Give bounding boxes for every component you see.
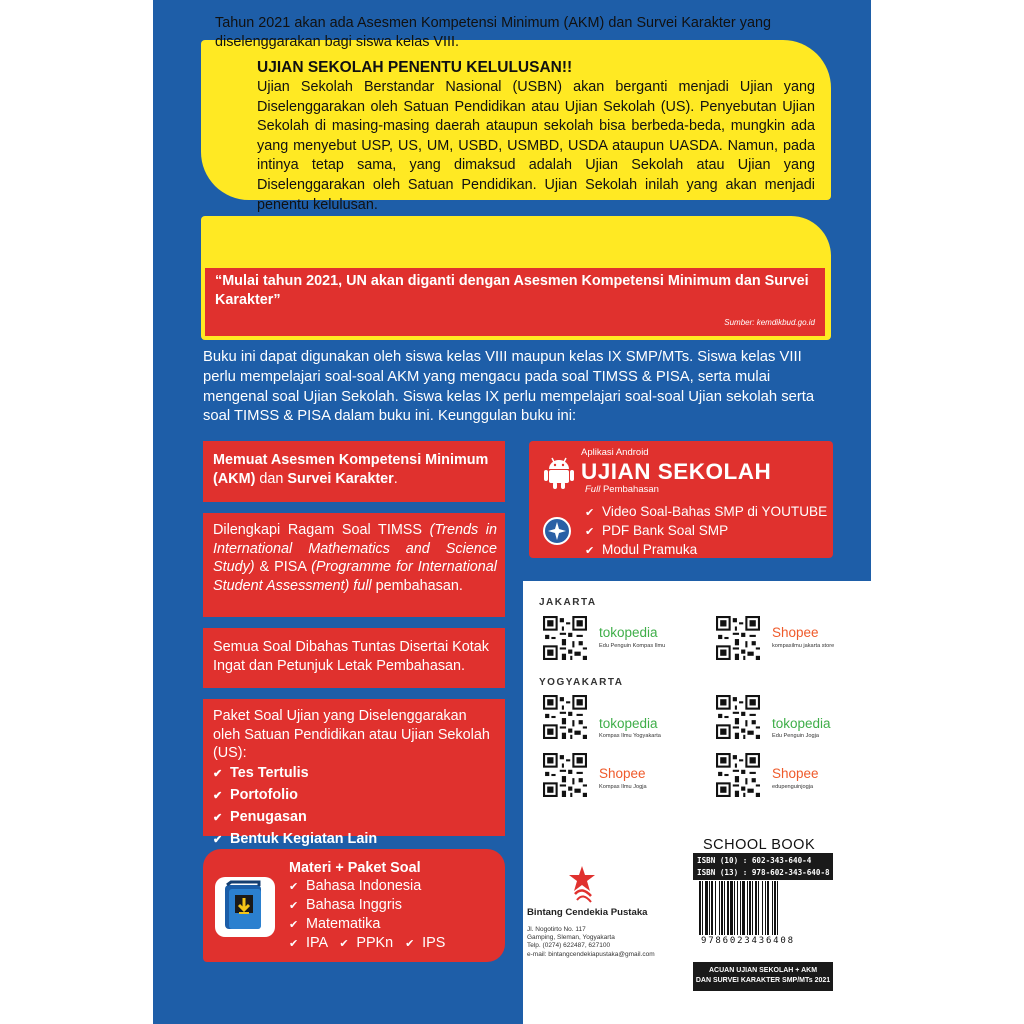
city-yogyakarta: YOGYAKARTA xyxy=(539,677,624,688)
item-label: Bahasa Inggris xyxy=(306,897,402,913)
feature-pisa-text: & PISA xyxy=(254,559,312,575)
list-item xyxy=(213,785,497,807)
materi-title: Materi + Paket Soal xyxy=(289,860,421,876)
store-sub-label: Edu Penguin Kompas Ilmu xyxy=(599,643,666,649)
publisher-address xyxy=(527,926,655,959)
item-label: Matematika xyxy=(306,916,381,932)
barcode-bar xyxy=(702,881,703,935)
list-item xyxy=(585,541,827,560)
check-icon: ✔ xyxy=(585,545,595,557)
check-icon: ✔ xyxy=(213,811,223,824)
check-icon: ✔ xyxy=(213,833,223,846)
barcode-bar xyxy=(719,881,720,935)
feature-timss-full: (Trends in International Mathematics and Science Study) xyxy=(213,522,497,575)
list-item xyxy=(213,763,497,785)
check-icon: ✔ xyxy=(213,767,223,780)
barcode-bar xyxy=(699,881,701,935)
city-jakarta: JAKARTA xyxy=(539,597,597,608)
materi-list xyxy=(289,877,445,953)
tokopedia-logo: tokopedia xyxy=(772,716,831,731)
store-sub-label: Edu Penguin Jogja xyxy=(772,733,819,739)
barcode-bar xyxy=(730,881,733,935)
book-description-line: ACUAN UJIAN SEKOLAH + AKM xyxy=(708,967,818,974)
feature-akm-end: . xyxy=(393,470,398,487)
source-label: Sumber: xyxy=(724,318,755,327)
ujian-sekolah-text: Ujian Sekolah Berstandar Nasional (USBN) akan berganti menjadi Ujian yang Diselenggarakan oleh Satuan Pendidikan atau Ujian Sekolah (US). Penyebutan Ujian Sekolah di masing-masing daerah ataupun sekolah bisa berbeda-beda, mungkin ada yang menyebut USP, US, UM, USBD, USMBD, USDA ataupun UASDA. Namun, pada intinya tetap sama, yang dimaksud adalah Ujian Sekolah atau Ujian yang Diselenggarakan oleh Satuan Pendidikan. Ujian Sekolah inilah yang akan menjadi penentu kelulusan. xyxy=(257,79,815,213)
item-label: IPS xyxy=(422,935,446,951)
item-label: Tes Tertulis xyxy=(230,764,309,781)
check-icon: ✔ xyxy=(213,789,223,802)
list-item xyxy=(585,503,827,522)
list-item xyxy=(585,522,827,541)
barcode-bar xyxy=(727,881,729,935)
item-label: PPKn xyxy=(356,935,394,951)
barcode-bar xyxy=(772,881,773,935)
list-item xyxy=(289,896,445,915)
shopee-logo: Shopee xyxy=(772,766,819,781)
app-title: UJIAN SEKOLAH xyxy=(581,459,772,484)
isbn-10: ISBN (10) : 602-343-640-4 xyxy=(697,856,812,865)
qr-code-icon xyxy=(543,753,587,797)
address-line: Gamping, Sleman, Yogyakarta xyxy=(527,934,615,942)
barcode-bar xyxy=(767,881,769,935)
barcode-bar xyxy=(762,881,763,935)
tokopedia-logo: tokopedia xyxy=(599,716,658,731)
cross-logo-icon xyxy=(543,517,571,545)
akm-quote: “Mulai tahun 2021, UN akan diganti dengan Asesmen Kompetensi Minimum dan Survei Karakter” xyxy=(215,273,809,308)
address-line: Jl. Nogotirto No. 117 xyxy=(527,926,586,933)
app-feature-list xyxy=(585,503,827,560)
qr-code-icon xyxy=(716,695,760,739)
shopee-logo: Shopee xyxy=(772,625,819,640)
book-description-line: DAN SURVEI KARAKTER SMP/MTs 2021 xyxy=(695,977,831,984)
isbn-13: ISBN (13) : 978-602-343-640-8 xyxy=(697,868,830,877)
qr-code-icon xyxy=(543,616,587,660)
item-label: Modul Pramuka xyxy=(602,542,698,557)
store-sub-label: Kompas Ilmu Yogyakarta xyxy=(599,733,661,739)
list-item xyxy=(213,829,497,851)
check-icon: ✔ xyxy=(289,938,299,950)
feature-pisa-full: (Programme for International Student Assessment) full xyxy=(213,559,497,594)
check-icon: ✔ xyxy=(289,900,299,912)
feature-timss-text: Dilengkapi Ragam Soal TIMSS xyxy=(213,522,430,538)
publisher-name: Bintang Cendekia Pustaka xyxy=(527,907,648,918)
barcode-bar xyxy=(737,881,738,935)
check-icon: ✔ xyxy=(289,881,299,893)
feature-akm-bold: Memuat Asesmen Kompetensi Minimum (AKM) xyxy=(213,452,489,487)
barcode-bar xyxy=(724,881,725,935)
pembahasan-text: Pembahasan xyxy=(600,484,659,495)
store-sub-label: edupenguinjogja xyxy=(772,784,814,790)
barcode-bar xyxy=(715,881,716,935)
barcode-bar xyxy=(709,881,710,935)
ujian-sekolah-box xyxy=(201,40,831,213)
full-italic: Full xyxy=(585,484,601,495)
store-info-panel xyxy=(523,581,871,1024)
barcode-bar xyxy=(740,881,741,935)
check-icon: ✔ xyxy=(585,507,595,519)
list-item xyxy=(289,915,445,934)
barcode-bar xyxy=(742,881,745,935)
intro-paragraph: Buku ini dapat digunakan oleh siswa kelas VIII maupun kelas IX SMP/MTs. Siswa kelas VIII perlu mempelajari soal-soal AKM yang mengacu pada soal TIMSS & PISA, serta mulai mengenal soal Ujian Sekolah. Siswa kelas IX perlu mempelajari soal-soal Ujian sekolah serta soal TIMSS & PISA dalam buku ini. Keunggulan buku ini: xyxy=(203,349,815,425)
barcode-bar xyxy=(734,881,735,935)
feature-pembahasan: pembahasan. xyxy=(371,577,463,594)
shopee-logo: Shopee xyxy=(599,766,646,781)
feature-materi xyxy=(203,849,505,962)
item-label: IPA xyxy=(306,935,328,951)
check-icon: ✔ xyxy=(585,526,595,538)
ujian-sekolah-title: UJIAN SEKOLAH PENENTU KELULUSAN!! xyxy=(257,59,573,76)
check-icon: ✔ xyxy=(405,938,415,950)
barcode-bar xyxy=(755,881,757,935)
app-subtitle: Aplikasi Android xyxy=(581,447,649,458)
android-icon xyxy=(543,455,575,489)
tokopedia-logo: tokopedia xyxy=(599,625,658,640)
feature-akm-and: dan xyxy=(255,470,288,487)
feature-timss-pisa xyxy=(203,513,505,617)
qr-code-icon xyxy=(716,753,760,797)
item-label: PDF Bank Soal SMP xyxy=(602,523,729,538)
qr-code-icon xyxy=(543,695,587,739)
book-download-icon xyxy=(215,877,275,937)
check-icon: ✔ xyxy=(339,938,349,950)
barcode-bar xyxy=(774,881,776,935)
list-item xyxy=(213,807,497,829)
item-label: Penugasan xyxy=(230,808,307,825)
item-label: Bahasa Indonesia xyxy=(306,878,422,894)
star-logo-icon xyxy=(567,864,597,904)
feature-pembahasan-tuntas: Semua Soal Dibahas Tuntas Disertai Kotak Ingat dan Petunjuk Letak Pembahasan. xyxy=(203,628,505,688)
store-sub-label: kompasilmu jakarta store xyxy=(772,643,835,649)
store-sub-label: Kompas Ilmu Jogja xyxy=(599,784,647,790)
barcode-bar xyxy=(765,881,766,935)
check-icon: ✔ xyxy=(289,919,299,931)
list-item xyxy=(289,934,445,953)
app-full-pembahasan xyxy=(585,484,659,495)
barcode-icon xyxy=(697,881,833,937)
isbn-box xyxy=(693,853,833,880)
email-line: e-mail: bintangcendekiapustaka@gmail.com xyxy=(527,950,655,958)
qr-code-icon xyxy=(716,616,760,660)
barcode-bar xyxy=(747,881,748,935)
paket-soal-intro: Paket Soal Ujian yang Diselenggarakan oleh Satuan Pendidikan atau Ujian Sekolah (US): xyxy=(213,708,490,761)
barcode-bar xyxy=(749,881,751,935)
feature-akm-survei: Survei Karakter xyxy=(287,470,394,487)
barcode-bar xyxy=(721,881,723,935)
feature-akm xyxy=(203,441,505,502)
android-app-box xyxy=(529,441,833,558)
barcode-bar xyxy=(777,881,778,935)
source-site: kemdikbud.go.id xyxy=(756,318,815,327)
barcode-number: 9786023436408 xyxy=(701,936,795,946)
phone-line: Telp. (0274) 622487, 627100 xyxy=(527,942,611,950)
akm-text: Tahun 2021 akan ada Asesmen Kompetensi Minimum (AKM) dan Survei Karakter yang diselenggarakan bagi siswa kelas VIII. xyxy=(215,15,771,50)
item-label: Portofolio xyxy=(230,786,298,803)
item-label: Bentuk Kegiatan Lain xyxy=(230,830,378,847)
barcode-bar xyxy=(705,881,708,935)
feature-paket-soal xyxy=(203,699,505,847)
list-item xyxy=(289,877,445,896)
akm-source xyxy=(724,318,815,327)
barcode-bar xyxy=(711,881,713,935)
barcode-bar xyxy=(752,881,753,935)
item-label: Video Soal-Bahas SMP di YOUTUBE xyxy=(602,504,828,519)
book-description-box xyxy=(693,962,833,991)
school-book-label: SCHOOL BOOK xyxy=(703,837,816,853)
barcode-bar xyxy=(758,881,759,935)
